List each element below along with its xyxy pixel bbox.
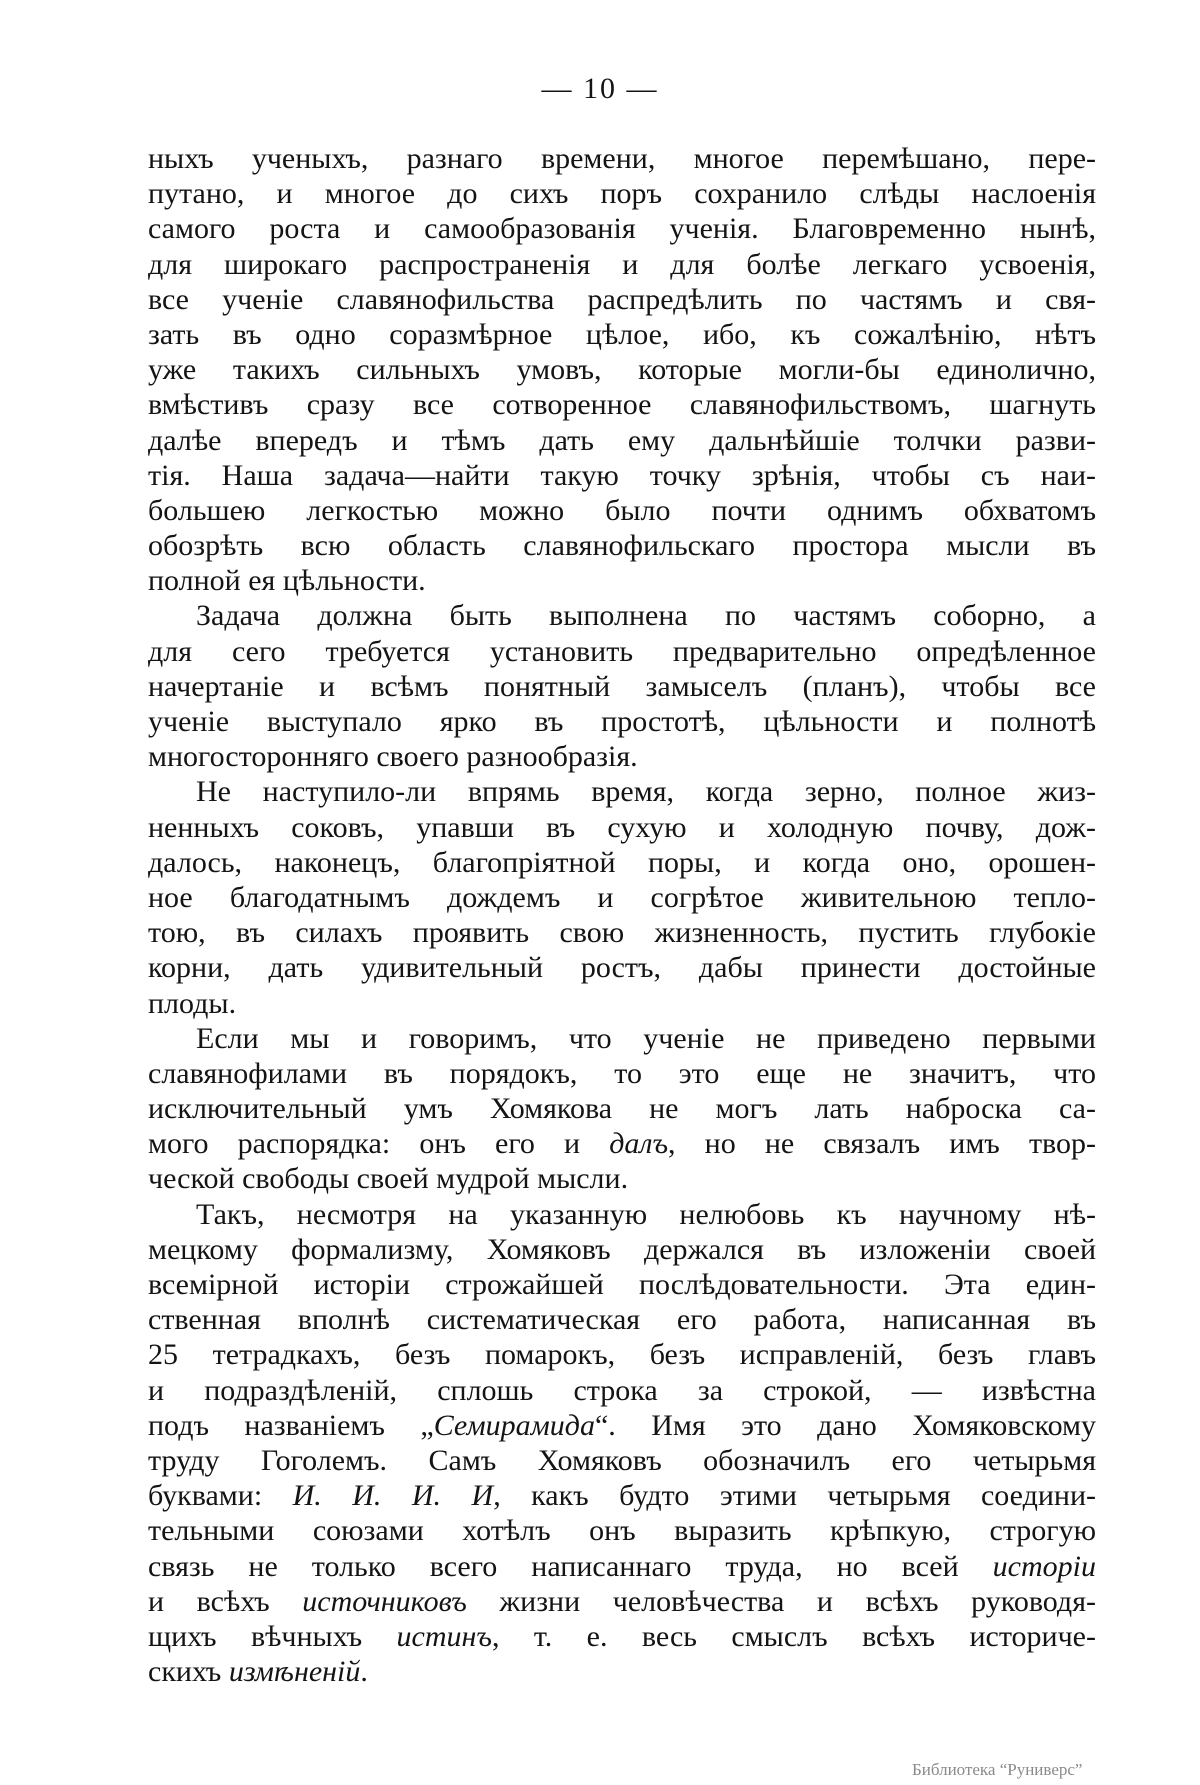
- text-segment: буквами:: [148, 1479, 293, 1513]
- body-text: [148, 141, 1096, 1689]
- text-line: тою, въ силахъ проявить свою жизненность, пустить глубокіе: [148, 916, 1096, 950]
- text-line: плоды.: [148, 986, 237, 1020]
- text-line: ненныхъ соковъ, упавши въ сухую и холодную почву, дож-: [148, 810, 1096, 844]
- italic-text: источниковъ: [302, 1584, 467, 1618]
- text-line: Такъ, несмотря на указанную нелюбовь къ научному нѣ-: [196, 1197, 1096, 1231]
- text-segment: “. Имя это дано Хомяковскому: [594, 1408, 1097, 1442]
- text-line: далось, наконецъ, благопріятной поры, и когда оно, орошен-: [148, 845, 1096, 879]
- text-line: славянофилами въ порядокъ, то это еще не значитъ, что: [148, 1056, 1096, 1090]
- italic-text: истинъ: [396, 1619, 492, 1653]
- text-line: вмѣстивъ сразу все сотворенное славянофильствомъ, шагнуть: [148, 388, 1096, 422]
- text-line: уже такихъ сильныхъ умовъ, которые могли-бы единолично,: [148, 353, 1096, 387]
- text-line: 25 тетрадкахъ, безъ помарокъ, безъ исправленій, безъ главъ: [148, 1338, 1096, 1372]
- text-segment: , какъ будто этими четырьмя соедини-: [493, 1479, 1096, 1513]
- library-watermark: Библиотека “Руниверс”: [912, 1760, 1083, 1779]
- text-line: ственная вполнѣ систематическая его работа, написанная въ: [148, 1303, 1096, 1337]
- text-line: обозрѣть всю область славянофильскаго простора мысли въ: [148, 529, 1096, 563]
- text-line: ное благодатнымъ дождемъ и согрѣтое живительною тепло-: [148, 880, 1096, 914]
- text-line: Если мы и говоримъ, что ученіе не приведено первыми: [196, 1021, 1096, 1055]
- text-segment: подъ названіемъ „: [148, 1408, 434, 1442]
- text-line: тельными союзами хотѣлъ онъ выразить крѣпкую, строгую: [148, 1514, 1096, 1548]
- text-line: [148, 1549, 1096, 1584]
- italic-text: исторіи: [992, 1549, 1096, 1583]
- text-segment: жизни человѣчества и всѣхъ руководя-: [466, 1584, 1096, 1618]
- text-line: многосторонняго своего разнообразія.: [148, 740, 638, 774]
- text-line: ческой свободы своей мудрой мысли.: [148, 1162, 629, 1196]
- text-line: и подраздѣленій, сплошь строка за строкой, — извѣстна: [148, 1373, 1096, 1407]
- text-line: Не наступило-ли впрямь время, когда зерно, полное жиз-: [196, 775, 1096, 809]
- text-line: корни, дать удивительный ростъ, дабы принести достойные: [148, 951, 1096, 985]
- text-segment: и всѣхъ: [148, 1584, 303, 1618]
- text-line: [148, 1126, 1096, 1161]
- italic-text: далъ: [609, 1127, 669, 1161]
- text-line: для сего требуется установить предварительно опредѣленное: [148, 634, 1096, 668]
- text-line: начертаніе и всѣмъ понятный замыселъ (планъ), чтобы все: [148, 669, 1096, 703]
- text-segment: щихъ вѣчныхъ: [148, 1619, 397, 1653]
- text-line: для широкаго распространенія и для болѣе легкаго усвоенія,: [148, 247, 1096, 281]
- text-line: [148, 1619, 1096, 1654]
- text-line: [148, 1408, 1096, 1443]
- text-line: самого роста и самообразованія ученія. Благовременно нынѣ,: [148, 212, 1096, 246]
- text-line: ученіе выступало ярко въ простотѣ, цѣльности и полнотѣ: [148, 705, 1096, 738]
- text-line: полной ея цѣльности.: [148, 564, 426, 598]
- text-line: Задача должна быть выполнена по частямъ соборно, а: [196, 599, 1096, 633]
- text-segment: .: [360, 1655, 368, 1689]
- text-line: труду Гоголемъ. Самъ Хомяковъ обозначилъ его четырьмя: [148, 1443, 1096, 1477]
- italic-text: И. И. И. И: [292, 1479, 494, 1513]
- text-line: исключительный умъ Хомякова не могъ лать наброска са-: [148, 1092, 1096, 1126]
- text-segment: , т. е. весь смыслъ всѣхъ историче-: [491, 1619, 1096, 1653]
- text-line: [148, 1584, 1096, 1619]
- text-line: всемірной исторіи строжайшей послѣдовательности. Эта един-: [148, 1268, 1096, 1301]
- text-segment: , но не связалъ имъ твор-: [668, 1127, 1096, 1161]
- page-number: — 10 —: [541, 72, 659, 105]
- text-line: [148, 1478, 1096, 1513]
- text-line: зать въ одно соразмѣрное цѣлое, ибо, къ сожалѣнію, нѣтъ: [148, 317, 1096, 351]
- text-line: ныхъ ученыхъ, разнаго времени, многое перемѣшано, пере-: [148, 142, 1096, 175]
- text-line: путано, и многое до сихъ поръ сохранило слѣды наслоенія: [148, 177, 1096, 211]
- text-line: [148, 1654, 1096, 1689]
- text-segment: связь не только всего написаннаго труда, но всей: [148, 1549, 993, 1583]
- italic-text: Семирамида: [433, 1408, 595, 1442]
- italic-text: измѣненій: [228, 1655, 361, 1689]
- text-line: далѣе впередъ и тѣмъ дать ему дальнѣйшіе толчки разви-: [148, 423, 1096, 457]
- text-line: большею легкостью можно было почти однимъ обхватомъ: [148, 493, 1096, 527]
- text-segment: скихъ: [148, 1655, 229, 1689]
- text-line: мецкому формализму, Хомяковъ держался въ изложеніи своей: [148, 1232, 1096, 1266]
- text-line: все ученіе славянофильства распредѣлить по частямъ и свя-: [148, 282, 1096, 316]
- text-segment: мого распорядка: онъ его и: [148, 1127, 610, 1161]
- text-line: тія. Наша задача—найти такую точку зрѣнія, чтобы съ наи-: [148, 458, 1096, 492]
